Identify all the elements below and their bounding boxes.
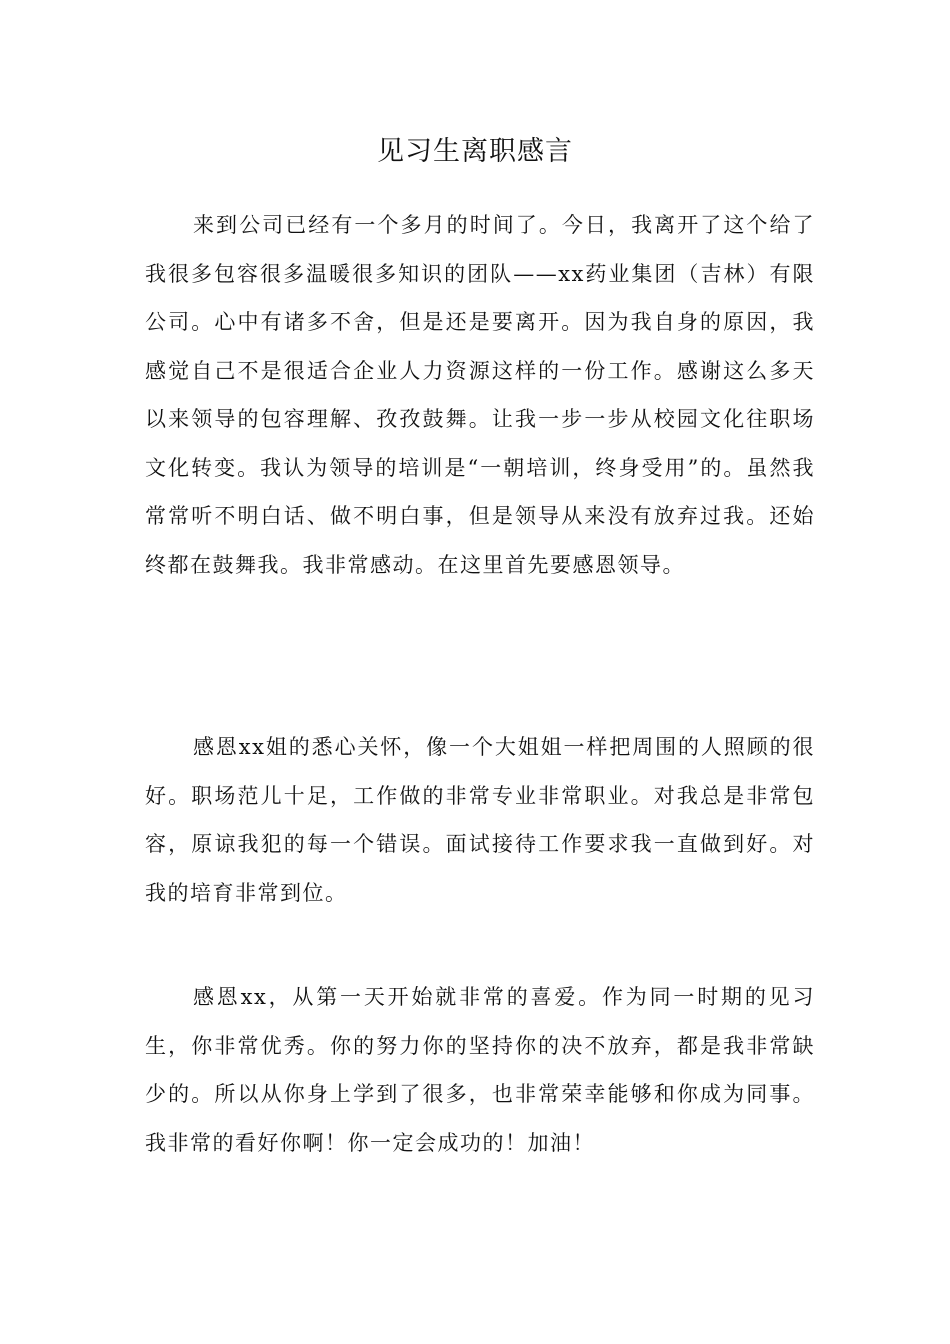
body-paragraph-1: 来到公司已经有一个多月的时间了。今日，我离开了这个给了我很多包容很多温暖很多知识的团队——xx药业集团（吉林）有限公司。心中有诸多不舍，但是还是要离开。因为我自身的原因，我感觉自己不是很适合企业人力资源这样的一份工作。感谢这么多天以来领导的包容理解、孜孜鼓舞。让我一步一步从校园文化往职场文化转变。我认为领导的培训是“一朝培训，终身受用”的。虽然我常常听不明白话、做不明白事，但是领导从来没有放弃过我。还始终都在鼓舞我。我非常感动。在这里首先要感恩领导。 xyxy=(145,213,815,577)
body-paragraph-3: 感恩xx，从第一天开始就非常的喜爱。作为同一时期的见习生，你非常优秀。你的努力你的坚持你的决不放弃，都是我非常缺少的。所以从你身上学到了很多，也非常荣幸能够和你成为同事。我非常的看好你啊！你一定会成功的！加油！ xyxy=(145,985,815,1155)
body-paragraph-2: 感恩xx姐的悉心关怀，像一个大姐姐一样把周围的人照顾的很好。职场范儿十足，工作做的非常专业非常职业。对我总是非常包容，原谅我犯的每一个错误。面试接待工作要求我一直做到好。对我的培育非常到位。 xyxy=(145,735,815,905)
document-title: 见习生离职感言 xyxy=(377,136,573,167)
